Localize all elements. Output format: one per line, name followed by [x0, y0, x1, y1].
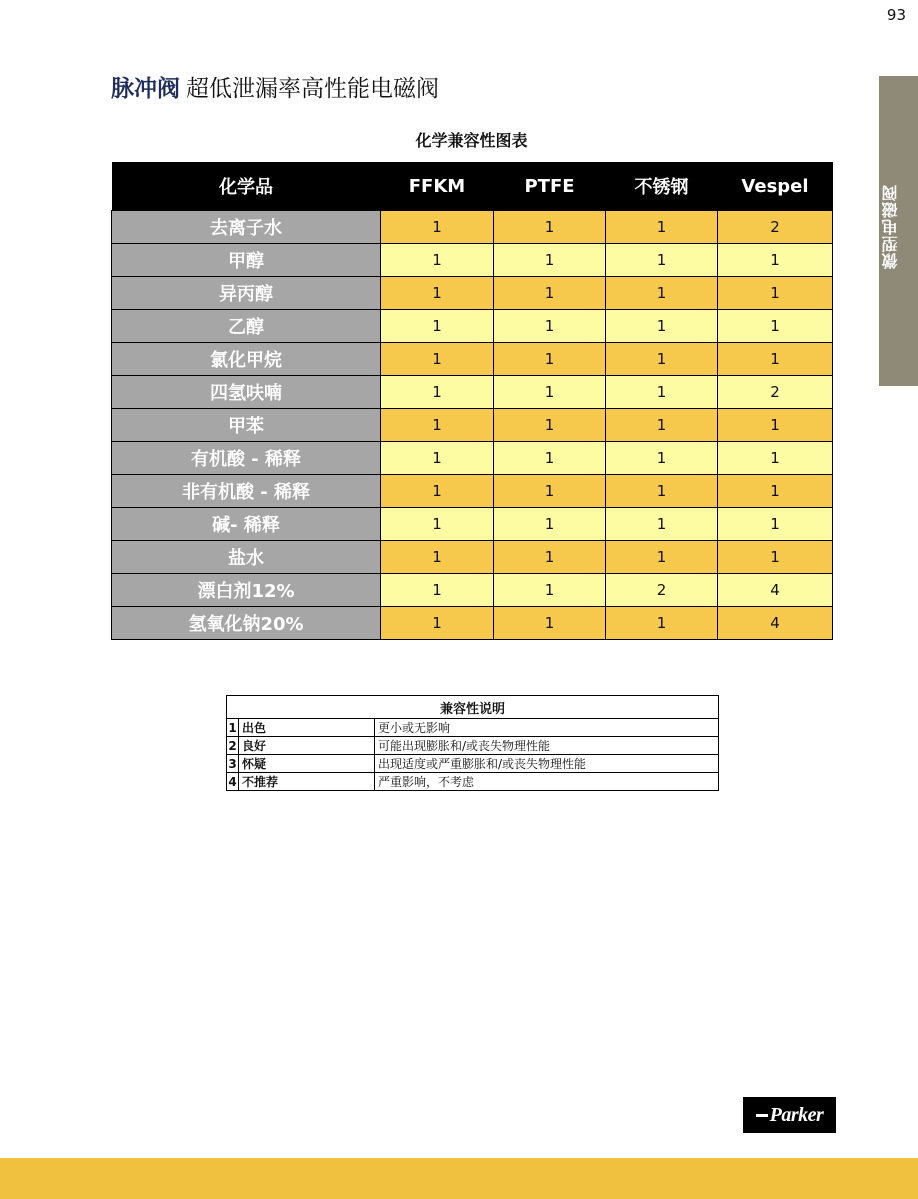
rating-cell: 1 — [718, 475, 833, 508]
rating-cell: 1 — [381, 376, 494, 409]
side-tab[interactable] — [879, 76, 918, 386]
table-row — [112, 508, 833, 541]
rating-cell: 4 — [718, 574, 833, 607]
rating-cell: 1 — [606, 442, 718, 475]
rating-cell: 1 — [606, 376, 718, 409]
rating-cell: 1 — [494, 244, 606, 277]
legend-row — [227, 719, 719, 737]
rating-cell: 1 — [718, 277, 833, 310]
rating-cell: 1 — [381, 508, 494, 541]
legend-row — [227, 773, 719, 791]
table-row — [112, 244, 833, 277]
rating-cell: 1 — [381, 409, 494, 442]
legend-rating: 出色 — [239, 719, 375, 737]
heading-description: 超低泄漏率高性能电磁阀 — [186, 76, 439, 102]
table-row — [112, 541, 833, 574]
chemical-name: 四氢呋喃 — [112, 376, 381, 409]
rating-cell: 1 — [718, 310, 833, 343]
rating-cell: 1 — [606, 508, 718, 541]
chemical-name: 漂白剂12% — [112, 574, 381, 607]
rating-cell: 1 — [494, 211, 606, 244]
rating-cell: 1 — [494, 508, 606, 541]
rating-cell: 1 — [606, 409, 718, 442]
chemical-name: 盐水 — [112, 541, 381, 574]
footer-band — [0, 1158, 918, 1199]
table-row — [112, 607, 833, 640]
rating-cell: 1 — [381, 574, 494, 607]
compatibility-table — [111, 162, 833, 640]
table-row — [112, 475, 833, 508]
rating-cell: 1 — [381, 475, 494, 508]
table-row — [112, 376, 833, 409]
rating-cell: 1 — [718, 409, 833, 442]
rating-cell: 1 — [606, 277, 718, 310]
chemical-name: 氯化甲烷 — [112, 343, 381, 376]
rating-cell: 1 — [494, 409, 606, 442]
legend-description: 更小或无影响 — [375, 719, 719, 737]
header-ptfe: PTFE — [494, 162, 606, 211]
page-heading — [111, 70, 439, 103]
chemical-name: 甲醇 — [112, 244, 381, 277]
header-chemical: 化学品 — [112, 162, 381, 211]
heading-product: 脉冲阀 — [111, 76, 180, 102]
rating-cell: 1 — [494, 442, 606, 475]
rating-cell: 1 — [494, 376, 606, 409]
rating-cell: 2 — [718, 211, 833, 244]
rating-cell: 1 — [606, 607, 718, 640]
chemical-name: 甲苯 — [112, 409, 381, 442]
rating-cell: 1 — [606, 211, 718, 244]
table-header-row — [112, 162, 833, 211]
chemical-name: 有机酸 - 稀释 — [112, 442, 381, 475]
rating-cell: 4 — [718, 607, 833, 640]
rating-cell: 1 — [494, 310, 606, 343]
legend-title: 兼容性说明 — [227, 696, 719, 719]
table-row — [112, 277, 833, 310]
chemical-name: 碱- 稀释 — [112, 508, 381, 541]
legend-number: 3 — [228, 756, 237, 771]
rating-cell: 1 — [381, 607, 494, 640]
table-row — [112, 409, 833, 442]
legend-number: 1 — [228, 720, 237, 735]
parker-logo — [743, 1097, 836, 1133]
rating-cell: 1 — [718, 442, 833, 475]
chemical-name: 异丙醇 — [112, 277, 381, 310]
chemical-name: 去离子水 — [112, 211, 381, 244]
table-row — [112, 211, 833, 244]
rating-cell: 1 — [718, 541, 833, 574]
table-row — [112, 442, 833, 475]
legend-rating: 怀疑 — [239, 755, 375, 773]
rating-cell: 1 — [381, 310, 494, 343]
legend-description: 可能出现膨胀和/或丧失物理性能 — [375, 737, 719, 755]
rating-cell: 1 — [494, 607, 606, 640]
legend-description: 出现适度或严重膨胀和/或丧失物理性能 — [375, 755, 719, 773]
table-row — [112, 343, 833, 376]
rating-cell: 1 — [494, 475, 606, 508]
legend-table — [226, 695, 719, 791]
rating-cell: 1 — [381, 442, 494, 475]
rating-cell: 2 — [718, 376, 833, 409]
logo-dash-icon — [756, 1114, 768, 1117]
rating-cell: 1 — [381, 277, 494, 310]
rating-cell: 1 — [606, 475, 718, 508]
chemical-name: 非有机酸 - 稀释 — [112, 475, 381, 508]
header-stainless-steel: 不锈钢 — [606, 162, 718, 211]
rating-cell: 1 — [606, 244, 718, 277]
rating-cell: 1 — [606, 541, 718, 574]
rating-cell: 1 — [606, 343, 718, 376]
chemical-name: 乙醇 — [112, 310, 381, 343]
chemical-name: 氢氧化钠20% — [112, 607, 381, 640]
legend-number: 2 — [228, 738, 237, 753]
rating-cell: 1 — [718, 508, 833, 541]
rating-cell: 1 — [494, 541, 606, 574]
rating-cell: 1 — [381, 541, 494, 574]
page-number: 93 — [886, 6, 906, 24]
rating-cell: 1 — [494, 574, 606, 607]
side-tab-label: 微型电磁阀 — [881, 184, 900, 269]
legend-number: 4 — [228, 774, 237, 789]
rating-cell: 1 — [381, 244, 494, 277]
legend-rating: 不推荐 — [239, 773, 375, 791]
table-row — [112, 574, 833, 607]
logo-text: Parker — [769, 1103, 824, 1126]
chart-title: 化学兼容性图表 — [415, 131, 528, 150]
rating-cell: 1 — [381, 343, 494, 376]
legend-description: 严重影响，不考虑 — [375, 773, 719, 791]
header-vespel: Vespel — [718, 162, 833, 211]
rating-cell: 1 — [718, 343, 833, 376]
rating-cell: 2 — [606, 574, 718, 607]
rating-cell: 1 — [606, 310, 718, 343]
rating-cell: 1 — [494, 277, 606, 310]
legend-row — [227, 737, 719, 755]
header-ffkm: FFKM — [381, 162, 494, 211]
table-row — [112, 310, 833, 343]
legend-rating: 良好 — [239, 737, 375, 755]
legend-row — [227, 755, 719, 773]
rating-cell: 1 — [718, 244, 833, 277]
rating-cell: 1 — [494, 343, 606, 376]
rating-cell: 1 — [381, 211, 494, 244]
